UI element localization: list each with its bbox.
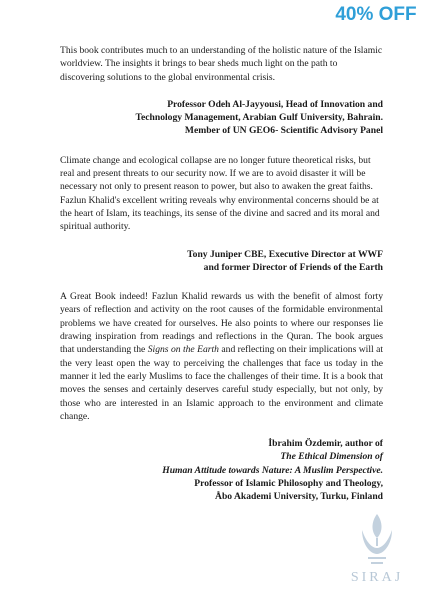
attribution-line: Åbo Akademi University, Turku, Finland — [215, 491, 383, 503]
review-3-attribution — [60, 437, 383, 503]
review-1-text: This book contributes much to an understanding of the holistic nature of the Islamic worldview. The insights it brings to bear sheds much light on the path to discovering solutions to the global environmental crisis. — [60, 45, 383, 83]
attribution-line: Technology Management, Arabian Gulf University, Bahrain. — [135, 112, 383, 124]
review-2-text: Climate change and ecological collapse are no longer future theoretical risks, but real and present threats to our security now. If we are to avoid disaster it will be necessary not only to present reason to power, but also to awaken the great faiths. Fazlun Khalid's excellent writing reveals why environmental concerns should be at the heart of Islam, its teachings, its sense of the divine and sacred and its moral and spiritual authority. — [60, 154, 380, 233]
attribution-line: and former Director of Friends of the Earth — [203, 261, 383, 273]
review-3-text-part: and reflecting on their implications will at the very least open the way to perceiving the challenges that face us today in the manner it led the early Muslims to face the challenges of their time. It is a book that moves the senses and certainly deserves careful study especially, but not only, by those who are interested in an Islamic approach to the environment and climate change. — [60, 344, 383, 422]
review-page — [60, 44, 383, 520]
review-3-text-part: A Great Book indeed! Fazlun Khalid rewards us with the benefit of almost forty years of reflection and activity on the root causes of the formidable environmental problems we have created for ourselves. He also points to where our responses lie drawing inspiration from readings and reflections in the Quran. The book argues that understanding the — [60, 291, 383, 356]
attribution-author: İbrahim Özdemir, author of — [268, 438, 383, 450]
logo-wordmark: SIRAJ — [350, 570, 404, 585]
review-1-attribution — [60, 98, 383, 138]
attribution-line — [60, 437, 383, 464]
review-2-attribution — [60, 248, 383, 275]
siraj-logo — [342, 508, 412, 588]
attribution-book-title: Human Attitude towards Nature: A Muslim Perspective. — [162, 464, 383, 476]
attribution-line: Professor of Islamic Philosophy and Theology, — [194, 478, 383, 490]
discount-badge: 40% OFF — [317, 0, 435, 30]
book-title-reference: Signs on the Earth — [147, 344, 219, 356]
review-3-text — [60, 290, 383, 423]
attribution-line: Tony Juniper CBE, Executive Director at WWF — [187, 248, 383, 260]
attribution-line: Member of UN GEO6- Scientific Advisory Panel — [184, 125, 383, 137]
attribution-line: Professor Odeh Al-Jayyousi, Head of Innovation and — [167, 98, 383, 110]
attribution-book-title: The Ethical Dimension of — [280, 451, 383, 463]
crescent-lamp-icon — [342, 508, 412, 568]
attribution-line — [60, 464, 383, 477]
